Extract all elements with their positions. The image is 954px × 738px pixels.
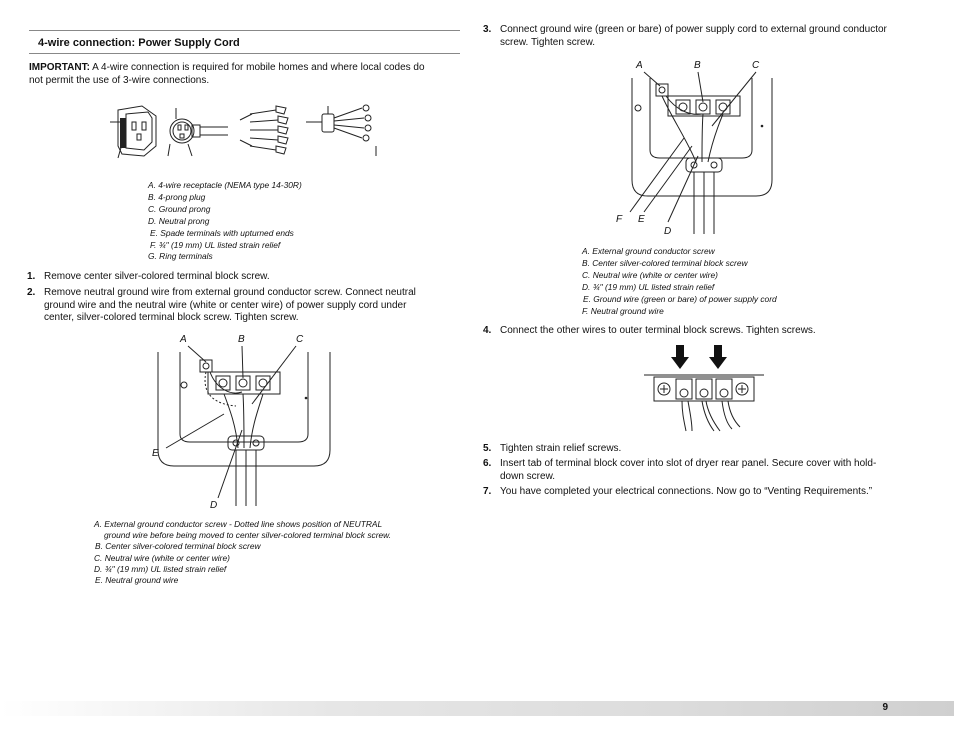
caption-line: D. ¾" (19 mm) UL listed strain relief <box>582 281 715 292</box>
label-f: F <box>616 214 623 225</box>
arrow-down-icon <box>709 345 727 369</box>
step-text <box>500 24 887 49</box>
label-b: B <box>238 334 245 345</box>
step-number: 4. <box>483 325 492 336</box>
caption-line: A. 4-wire receptacle (NEMA type 14-30R) <box>148 180 302 190</box>
label-d: D <box>664 226 672 237</box>
ring-terminals-drawing <box>306 105 376 156</box>
page-number: 9 <box>882 702 888 713</box>
caption-line: A. External ground conductor screw - Dotted line shows position of NEUTRAL <box>94 519 383 529</box>
figure-outer-terminal-screws <box>644 343 764 433</box>
step-number: 3. <box>483 24 492 35</box>
step-text: You have completed your electrical connections. Now go to “Venting Requirements.” <box>500 486 873 497</box>
caption-line: F. ¾" (19 mm) UL listed strain relief <box>150 239 281 250</box>
label-c: C <box>752 60 760 71</box>
caption-line: ground wire before being moved to center silver-colored terminal block screw. <box>104 530 392 541</box>
step-text-line: Remove neutral ground wire from external ground conductor screw. Connect neutral <box>44 287 416 298</box>
step-text-line: Insert tab of terminal block cover into slot of dryer rear panel. Secure cover with hold- <box>500 458 877 469</box>
caption-line: D. ¾" (19 mm) UL listed strain relief <box>94 563 227 574</box>
step-text: Remove center silver-colored terminal block screw. <box>44 271 270 282</box>
caption-line: C. Ground prong <box>148 203 211 214</box>
step-number: 7. <box>483 486 492 497</box>
caption-line: C. Neutral wire (white or center wire) <box>582 269 718 280</box>
caption-line: B. 4-prong plug <box>148 191 206 202</box>
label-e: E <box>152 448 159 459</box>
step-text-line: Connect ground wire (green or bare) of power supply cord to external ground conductor <box>500 24 887 35</box>
step-text-line: ground wire and the neutral wire (white or center wire) of power supply cord under <box>44 299 407 311</box>
step-number: 1. <box>27 271 36 282</box>
important-note <box>29 62 459 87</box>
important-label: IMPORTANT: <box>29 62 90 73</box>
caption-line: B. Center silver-colored terminal block screw <box>95 541 261 552</box>
arrow-down-icon <box>671 345 689 369</box>
step-text <box>44 287 416 325</box>
receptacle-drawing <box>110 106 156 158</box>
figure2-captions <box>94 519 391 586</box>
figure-receptacle-plug <box>100 100 400 162</box>
footer-bar <box>0 701 954 716</box>
step-text-line: down screw. <box>500 470 556 482</box>
label-a: A <box>636 60 643 71</box>
step-text: Tighten strain relief screws. <box>500 443 622 454</box>
figure-neutral-wire-connection <box>150 330 340 515</box>
figure-ground-wire-connection <box>612 56 792 236</box>
heading-bottom-rule <box>29 53 460 54</box>
plug-drawing <box>168 108 228 156</box>
label-c: C <box>296 334 304 345</box>
caption-line: F. Neutral ground wire <box>582 305 664 316</box>
step-number: 2. <box>27 287 36 298</box>
caption-line: E. Ground wire (green or bare) of power supply cord <box>583 293 777 304</box>
figure1-captions <box>148 180 302 263</box>
label-b: B <box>694 60 701 71</box>
step-text-line: center, silver-colored terminal block screw. Tighten screw. <box>44 312 299 323</box>
caption-line: E. Neutral ground wire <box>95 575 179 586</box>
label-d: D <box>210 500 218 511</box>
important-text-line1: A 4-wire connection is required for mobile homes and where local codes do <box>92 62 425 73</box>
caption-line: G. Ring terminals <box>148 251 213 262</box>
step-number: 5. <box>483 443 492 454</box>
caption-line: D. Neutral prong <box>148 215 210 226</box>
step-text: Connect the other wires to outer terminal block screws. Tighten screws. <box>500 325 816 336</box>
step-text-line: screw. Tighten screw. <box>500 36 596 48</box>
caption-line: C. Neutral wire (white or center wire) <box>94 552 230 563</box>
spade-terminals-drawing <box>240 106 288 154</box>
figure3-captions <box>582 246 777 317</box>
heading-top-rule <box>29 30 460 31</box>
caption-line: B. Center silver-colored terminal block screw <box>582 257 748 268</box>
label-a: A <box>180 334 187 345</box>
step-text <box>500 458 876 483</box>
caption-line: A. External ground conductor screw <box>582 246 715 256</box>
caption-line: E. Spade terminals with upturned ends <box>150 227 294 238</box>
section-heading: 4-wire connection: Power Supply Cord <box>38 37 240 49</box>
label-e: E <box>638 214 645 225</box>
important-text-line2: not permit the use of 3-wire connections. <box>29 74 210 86</box>
step-number: 6. <box>483 458 492 469</box>
